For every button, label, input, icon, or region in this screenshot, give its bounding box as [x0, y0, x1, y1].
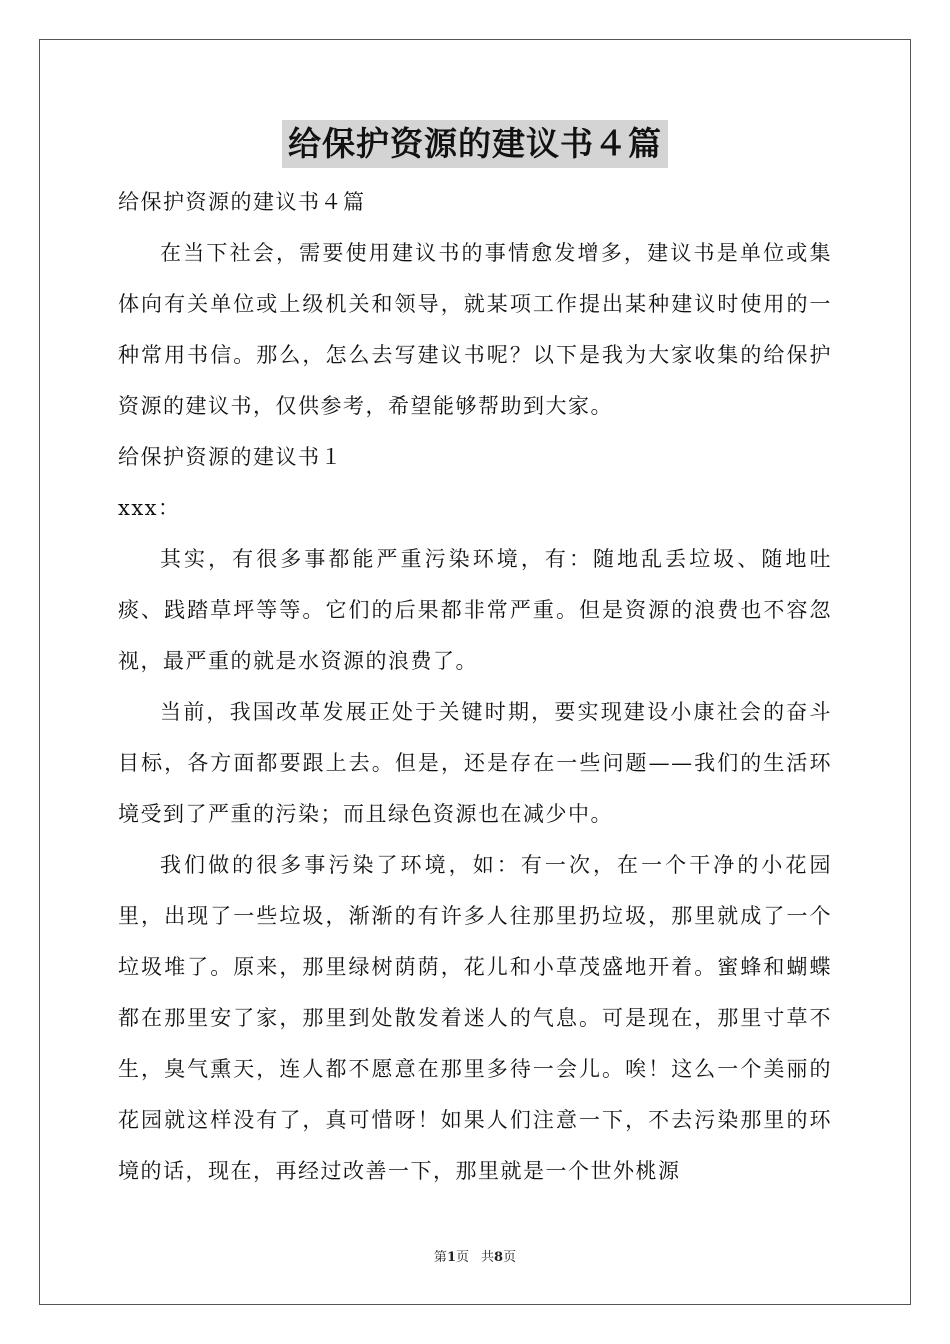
page-number: 1: [446, 1250, 456, 1265]
section-heading: 给保护资源的建议书１: [118, 445, 343, 469]
total-suffix: 页: [503, 1250, 517, 1265]
document-title-text: 给保护资源的建议书４篇: [282, 120, 668, 168]
document-subtitle: 给保护资源的建议书４篇: [118, 190, 366, 214]
intro-paragraph: 在当下社会，需要使用建议书的事情愈发增多，建议书是单位或集体向有关单位或上级机关和领导，就某项工作提出某种建议时使用的一种常用书信。那么，怎么去写建议书呢？以下是我为大家收集的给保护资源的建议书，仅供参考，希望能够帮助到大家。: [118, 241, 832, 418]
document-body: [118, 177, 832, 1197]
body-paragraph: 其实，有很多事都能严重污染环境，有：随地乱丢垃圾、随地吐痰、践踏草坪等等。它们的后果都非常严重。但是资源的浪费也不容忽视，最严重的就是水资源的浪费了。: [118, 547, 832, 673]
page-footer: [0, 1246, 950, 1265]
total-prefix: 共: [481, 1250, 495, 1265]
page-suffix: 页: [455, 1250, 469, 1265]
document-title: [0, 120, 950, 168]
salutation: xxx：: [118, 496, 181, 520]
page-total: 8: [494, 1250, 504, 1265]
page-prefix: 第: [433, 1250, 447, 1265]
body-paragraph: 我们做的很多事污染了环境，如：有一次，在一个干净的小花园里，出现了一些垃圾，渐渐的有许多人往那里扔垃圾，那里就成了一个垃圾堆了。原来，那里绿树荫荫，花儿和小草茂盛地开着。蜜蜂和蝴蝶都在那里安了家，那里到处散发着迷人的气息。可是现在，那里寸草不生，臭气熏天，连人都不愿意在那里多待一会儿。唉！这么一个美丽的花园就这样没有了，真可惜呀！如果人们注意一下，不去污染那里的环境的话，现在，再经过改善一下，那里就是一个世外桃源: [118, 853, 832, 1183]
body-paragraph: 当前，我国改革发展正处于关键时期，要实现建设小康社会的奋斗目标，各方面都要跟上去。但是，还是存在一些问题——我们的生活环境受到了严重的污染；而且绿色资源也在减少中。: [118, 700, 832, 826]
